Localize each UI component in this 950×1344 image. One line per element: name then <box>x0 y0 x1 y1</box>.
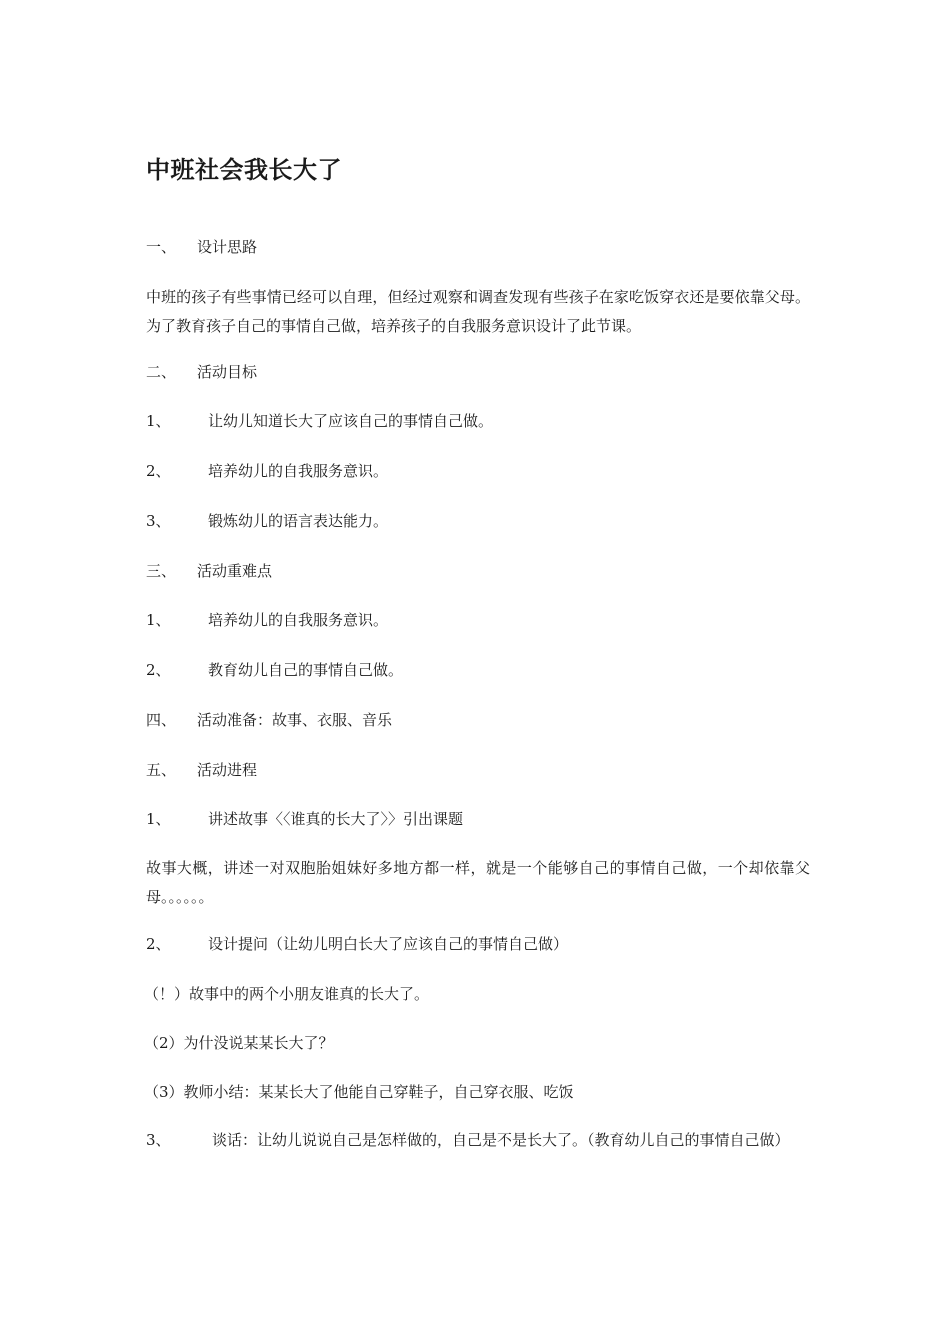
list-item <box>146 610 388 630</box>
question-line: （3）教师小结：某某长大了他能自己穿鞋子，自己穿衣服、吃饭 <box>144 1083 574 1101</box>
item-text: 培养幼儿的自我服务意识。 <box>208 611 389 629</box>
section-heading-4 <box>146 710 392 730</box>
list-item <box>146 1126 810 1155</box>
item-text: 让幼儿知道长大了应该自己的事情自己做。 <box>208 412 494 430</box>
item-number: 2、 <box>146 462 171 480</box>
section-number: 三、 <box>146 562 177 580</box>
section-number: 五、 <box>146 761 177 779</box>
paragraph-design-idea: 中班的孩子有些事情已经可以自理，但经过观察和调查发现有些孩子在家吃饭穿衣还是要依靠父母。为了教育孩子自己的事情自己做，培养孩子的自我服务意识设计了此节课。 <box>146 288 810 335</box>
question-line: （！）故事中的两个小朋友谁真的长大了。 <box>144 985 430 1003</box>
item-number: 2、 <box>146 935 171 953</box>
section-number: 四、 <box>146 711 177 729</box>
section-heading-1 <box>146 237 257 257</box>
section-title: 活动重难点 <box>197 562 273 580</box>
item-text: 谈话：让幼儿说说自己是怎样做的，自己是不是长大了。（教育幼儿自己的事情自己做） <box>212 1131 790 1149</box>
item-number: 3、 <box>146 512 171 530</box>
list-item <box>146 461 388 481</box>
question-line: （2）为什没说某某长大了？ <box>144 1034 334 1052</box>
item-text: 教育幼儿自己的事情自己做。 <box>208 661 404 679</box>
item-number: 1、 <box>146 611 171 629</box>
section-number: 一、 <box>146 238 177 256</box>
section-title: 活动准备：故事、衣服、音乐 <box>197 711 393 729</box>
list-item <box>146 809 463 829</box>
section-heading-3 <box>146 561 272 581</box>
list-item <box>146 411 493 431</box>
item-number: 3、 <box>146 1131 171 1149</box>
section-heading-5 <box>146 760 257 780</box>
list-item <box>146 934 568 954</box>
item-number: 1、 <box>146 412 171 430</box>
section-title: 活动目标 <box>197 363 258 381</box>
item-number: 2、 <box>146 661 171 679</box>
item-text: 讲述故事〈〈谁真的长大了〉〉引出课题 <box>208 810 464 828</box>
section-title: 设计思路 <box>197 238 258 256</box>
item-text: 设计提问（让幼儿明白长大了应该自己的事情自己做） <box>208 935 569 953</box>
document-title: 中班社会我长大了 <box>146 156 342 184</box>
paragraph-story-summary: 故事大概，讲述一对双胞胎姐妹好多地方都一样，就是一个能够自己的事情自己做，一个却依靠父母。。。。。。 <box>146 859 810 906</box>
section-number: 二、 <box>146 363 177 381</box>
section-heading-2 <box>146 362 257 382</box>
item-text: 锻炼幼儿的语言表达能力。 <box>208 512 389 530</box>
list-item <box>146 660 403 680</box>
section-title: 活动进程 <box>197 761 258 779</box>
item-number: 1、 <box>146 810 171 828</box>
list-item <box>146 511 388 531</box>
item-text: 培养幼儿的自我服务意识。 <box>208 462 389 480</box>
